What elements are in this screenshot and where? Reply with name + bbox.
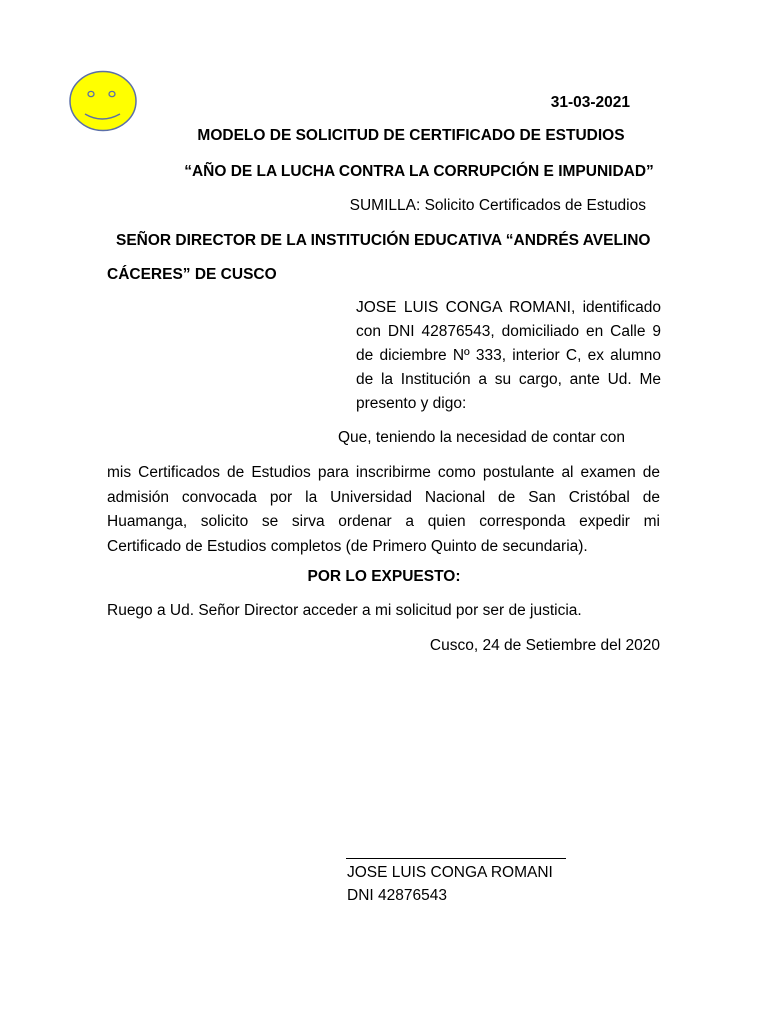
intro-line: JOSE LUIS CONGA ROMANI, identificado — [356, 299, 661, 316]
addressee-line-1: SEÑOR DIRECTOR DE LA INSTITUCIÓN EDUCATIVA “ANDRÉS AVELINO — [116, 232, 651, 249]
intro-line: con DNI 42876543, domiciliado en Calle 9 — [356, 323, 661, 340]
closing-plea: Ruego a Ud. Señor Director acceder a mi solicitud por ser de justicia. — [107, 602, 582, 619]
document-title: MODELO DE SOLICITUD DE CERTIFICADO DE ESTUDIOS — [197, 127, 625, 144]
request-opening: Que, teniendo la necesidad de contar con — [338, 429, 625, 446]
intro-line: de diciembre Nº 333, interior C, ex alumno — [356, 347, 661, 364]
signature-line — [346, 858, 566, 859]
request-paragraph — [107, 461, 660, 559]
smiley-face-icon — [68, 70, 138, 132]
intro-line: de la Institución a su cargo, ante Ud. Me — [356, 371, 661, 388]
request-line: Certificado de Estudios completos (de Primero Quinto de secundaria). — [107, 537, 588, 555]
document-date: 31-03-2021 — [550, 94, 630, 111]
request-line: mis Certificados de Estudios para inscribirme como postulante al examen de — [107, 464, 660, 481]
signatory-dni: DNI 42876543 — [347, 887, 447, 904]
sumilla: SUMILLA: Solicito Certificados de Estudios — [349, 197, 646, 214]
signatory-name: JOSE LUIS CONGA ROMANI — [347, 864, 553, 881]
request-line: Huamanga, solicito se sirva ordenar a quien corresponda expedir mi — [107, 513, 660, 530]
addressee-line-2: CÁCERES” DE CUSCO — [107, 266, 277, 283]
request-line: admisión convocada por la Universidad Nacional de San Cristóbal de — [107, 488, 660, 506]
intro-line: presento y digo: — [356, 395, 467, 412]
por-lo-expuesto-heading: POR LO EXPUESTO: — [307, 568, 461, 585]
intro-paragraph — [356, 296, 661, 416]
place-and-date: Cusco, 24 de Setiembre del 2020 — [429, 637, 660, 654]
year-motto: “AÑO DE LA LUCHA CONTRA LA CORRUPCIÓN E IMPUNIDAD” — [184, 163, 654, 180]
